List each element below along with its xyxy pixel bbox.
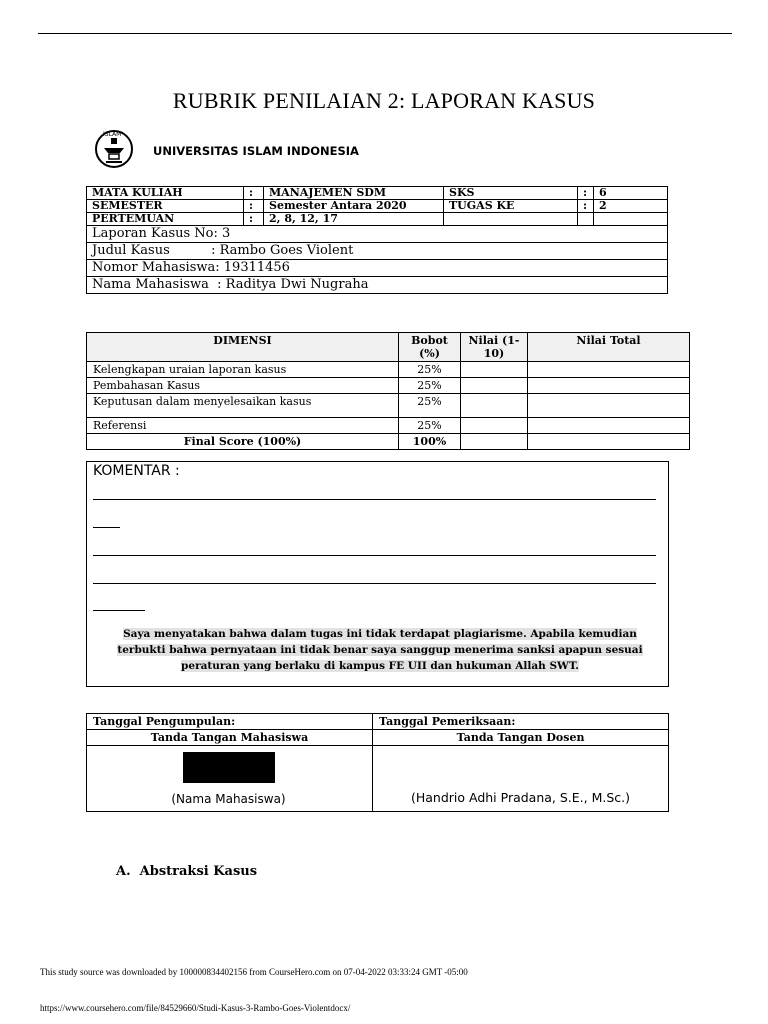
source-url[interactable]: https://www.coursehero.com/file/84529660/Studi-Kasus-3-Rambo-Goes-Violentdocx/: [40, 1003, 351, 1013]
ttd-mahasiswa-label: Tanda Tangan Mahasiswa: [87, 730, 373, 746]
dimensi-cell: Referensi: [87, 418, 399, 434]
label-pertemuan: PERTEMUAN: [87, 213, 244, 226]
header-dimensi: DIMENSI: [87, 333, 399, 362]
komentar-line: [93, 610, 145, 611]
table-row: [87, 378, 690, 394]
header-bobot: Bobot (%): [399, 333, 461, 362]
info-row-semester: [87, 200, 668, 213]
nilai-total-cell: [528, 362, 690, 378]
ttd-dosen-label: Tanda Tangan Dosen: [373, 730, 669, 746]
header-nilai: Nilai (1-10): [461, 333, 528, 362]
komentar-line: [93, 583, 656, 584]
colon: :: [578, 187, 594, 200]
label-semester: SEMESTER: [87, 200, 244, 213]
nama-dosen-caption: (Handrio Adhi Pradana, S.E., M.Sc.): [410, 790, 631, 805]
table-row: [87, 418, 690, 434]
empty-cell: [444, 213, 578, 226]
value-pertemuan: 2, 8, 12, 17: [264, 213, 444, 226]
komentar-line: [93, 499, 656, 500]
section-heading: A. Abstraksi Kasus: [116, 864, 258, 879]
dimensi-cell: Pembahasan Kasus: [87, 378, 399, 394]
colon: :: [244, 213, 264, 226]
dimensi-cell: Kelengkapan uraian laporan kasus: [87, 362, 399, 378]
table-row: [87, 394, 690, 418]
komentar-label: KOMENTAR :: [93, 463, 180, 479]
bobot-cell: 25%: [399, 418, 461, 434]
final-score-row: [87, 434, 690, 450]
colon: :: [578, 200, 594, 213]
bobot-cell: 25%: [399, 362, 461, 378]
nilai-total-cell: [528, 434, 690, 450]
page-title: RUBRIK PENILAIAN 2: LAPORAN KASUS: [172, 88, 596, 113]
nilai-cell: [461, 362, 528, 378]
label-mata-kuliah: MATA KULIAH: [87, 187, 244, 200]
nama-mahasiswa-caption: (Nama Mahasiswa): [171, 792, 286, 806]
judul-kasus: Judul Kasus : Rambo Goes Violent: [87, 243, 668, 260]
final-score-label: Final Score (100%): [87, 434, 399, 450]
nilai-total-cell: [528, 418, 690, 434]
laporan-kasus-no: Laporan Kasus No: 3: [87, 226, 668, 243]
komentar-line: [93, 555, 656, 556]
tanggal-pemeriksaan: Tanggal Pemeriksaan:: [373, 714, 669, 730]
empty-cell: [594, 213, 668, 226]
nilai-cell: [461, 434, 528, 450]
nilai-cell: [461, 418, 528, 434]
nilai-cell: [461, 394, 528, 418]
declaration-text: Saya menyatakan bahwa dalam tugas ini tidak terdapat plagiarisme. Apabila kemudian terbukti bahwa pernyataan ini tidak benar saya sanggup menerima sanksi apapun sesuai peraturan yang berlaku di kampus FE UII dan hukuman Allah SWT.: [117, 628, 643, 672]
value-sks: 6: [594, 187, 668, 200]
tanggal-pengumpulan: Tanggal Pengumpulan:: [87, 714, 373, 730]
logo-text: ISLAM: [103, 131, 122, 138]
nomor-mahasiswa: Nomor Mahasiswa: 19311456: [87, 260, 668, 277]
top-rule: [38, 33, 732, 34]
redacted-signature: [183, 752, 275, 783]
value-tugas-ke: 2: [594, 200, 668, 213]
label-tugas-ke: TUGAS KE: [444, 200, 578, 213]
value-semester: Semester Antara 2020: [264, 200, 444, 213]
bobot-cell: 25%: [399, 394, 461, 418]
info-row-mata-kuliah: [87, 187, 668, 200]
nilai-total-cell: [528, 378, 690, 394]
value-mata-kuliah: MANAJEMEN SDM: [264, 187, 444, 200]
dimensi-cell: Keputusan dalam menyelesaikan kasus: [87, 394, 399, 418]
download-notice: This study source was downloaded by 100000834402156 from CourseHero.com on 07-04-2022 03:33:24 GMT -05:00: [40, 967, 468, 977]
plagiarism-declaration: [100, 626, 660, 674]
nilai-cell: [461, 378, 528, 394]
colon: :: [244, 200, 264, 213]
header-nilai-total: Nilai Total: [528, 333, 690, 362]
komentar-line: [93, 527, 120, 528]
bobot-cell: 25%: [399, 378, 461, 394]
score-table: [86, 332, 690, 450]
nama-mahasiswa: Nama Mahasiswa : Raditya Dwi Nugraha: [87, 277, 668, 294]
colon: :: [244, 187, 264, 200]
final-score-bobot: 100%: [399, 434, 461, 450]
score-header-row: [87, 333, 690, 362]
course-info-table: [86, 186, 668, 294]
empty-cell: [578, 213, 594, 226]
university-logo: [94, 126, 142, 170]
label-sks: SKS: [444, 187, 578, 200]
university-name: UNIVERSITAS ISLAM INDONESIA: [153, 144, 359, 158]
info-row-pertemuan: [87, 213, 668, 226]
table-row: [87, 362, 690, 378]
nilai-total-cell: [528, 394, 690, 418]
